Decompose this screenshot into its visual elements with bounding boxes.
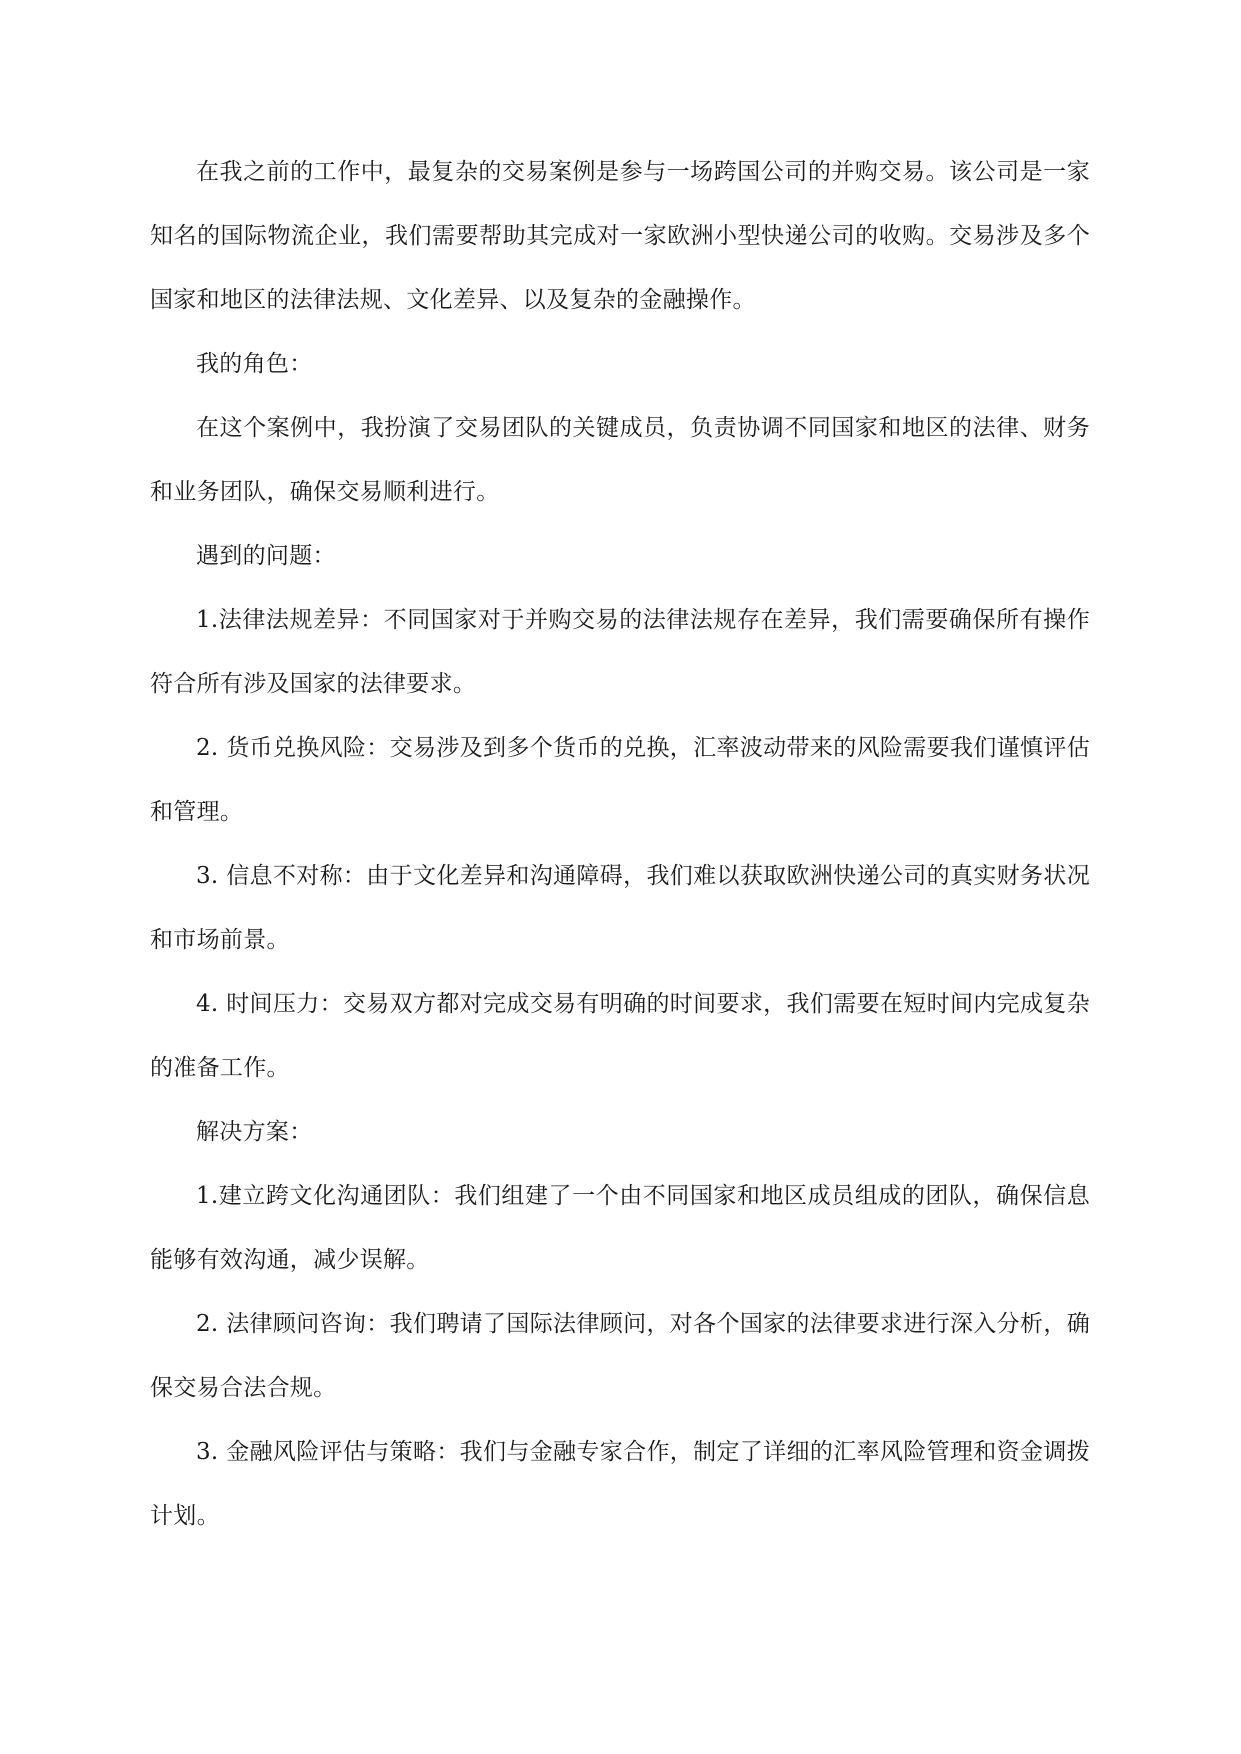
role-heading: 我的角色： — [196, 351, 313, 377]
intro-paragraph: 在我之前的工作中，最复杂的交易案例是参与一场跨国公司的并购交易。该公司是一家知名的国际物流企业，我们需要帮助其完成对一家欧洲小型快递公司的收购。交易涉及多个国家和地区的法律法规、文化差异、以及复杂的金融操作。 — [150, 159, 1090, 313]
solutions-heading: 解决方案： — [196, 1119, 313, 1145]
problem-item-3: 3. 信息不对称：由于文化差异和沟通障碍，我们难以获取欧洲快递公司的真实财务状况和市场前景。 — [150, 863, 1090, 953]
role-paragraph: 在这个案例中，我扮演了交易团队的关键成员，负责协调不同国家和地区的法律、财务和业务团队，确保交易顺利进行。 — [150, 415, 1090, 505]
document-body — [150, 140, 1090, 1548]
problem-item-2: 2. 货币兑换风险：交易涉及到多个货币的兑换，汇率波动带来的风险需要我们谨慎评估和管理。 — [150, 735, 1090, 825]
solution-item-3: 3. 金融风险评估与策略：我们与金融专家合作，制定了详细的汇率风险管理和资金调拨计划。 — [150, 1439, 1090, 1529]
problems-heading: 遇到的问题： — [196, 543, 336, 569]
problem-item-1: 1.法律法规差异：不同国家对于并购交易的法律法规存在差异，我们需要确保所有操作符合所有涉及国家的法律要求。 — [150, 607, 1090, 697]
problem-item-4: 4. 时间压力：交易双方都对完成交易有明确的时间要求，我们需要在短时间内完成复杂的准备工作。 — [150, 991, 1090, 1081]
solution-item-2: 2. 法律顾问咨询：我们聘请了国际法律顾问，对各个国家的法律要求进行深入分析，确保交易合法合规。 — [150, 1311, 1090, 1401]
solution-item-1: 1.建立跨文化沟通团队：我们组建了一个由不同国家和地区成员组成的团队，确保信息能够有效沟通，减少误解。 — [150, 1183, 1090, 1273]
